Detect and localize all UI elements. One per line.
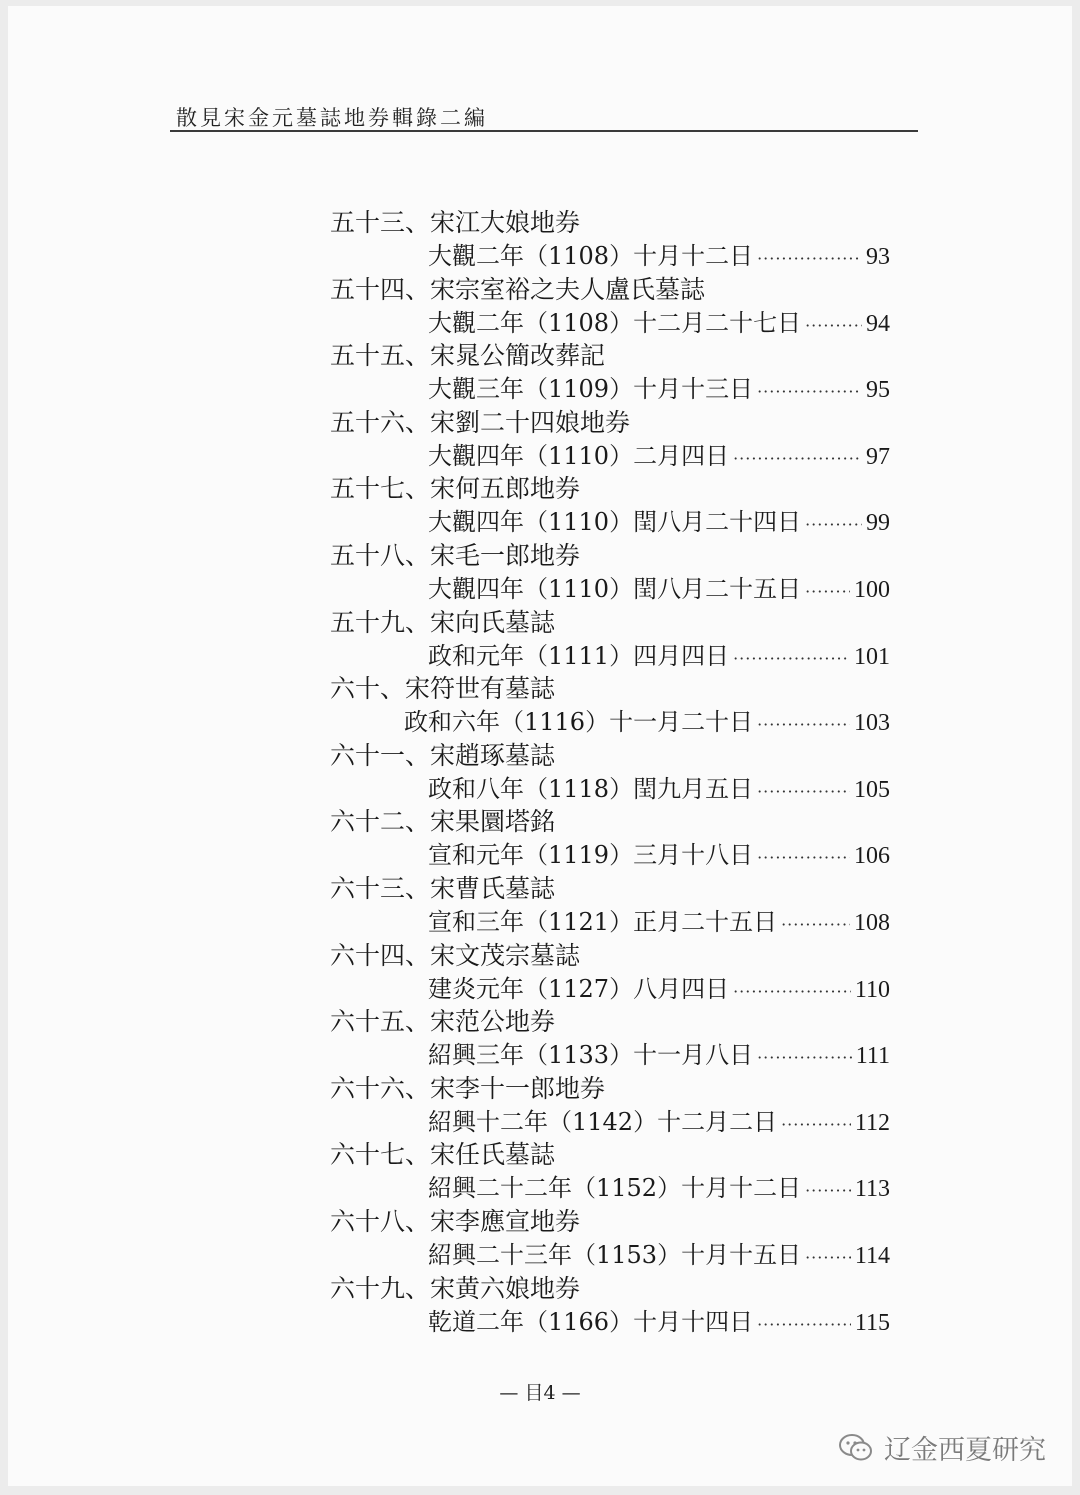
toc-entry-date-line [330,307,890,339]
toc-entry-page: 114 [854,1242,890,1269]
dot-leader [805,509,862,541]
toc-entry-date: 乾道二年（1166）十月十四日 [428,1307,754,1336]
dot-leader [757,1309,851,1341]
toc-entry-title: 六十、宋符世有墓誌 [330,674,556,704]
toc-entry-date-line [330,573,890,605]
dot-leader [733,976,851,1008]
toc-entry-date: 大觀四年（1110）閏八月二十四日 [428,508,802,537]
toc-entry-title: 六十五、宋范公地券 [330,1007,556,1037]
toc-entry-page: 112 [854,1109,890,1136]
toc-entry-page: 113 [854,1176,890,1203]
toc-entry-title: 六十三、宋曹氏墓誌 [330,873,556,903]
toc-entry [330,472,890,539]
toc-entry-page: 103 [854,710,890,737]
dot-leader [757,709,850,741]
wechat-icon [838,1432,874,1464]
toc-entry [330,805,890,872]
toc-entry [330,872,890,939]
toc-entry-date: 紹興二十二年（1152）十月十二日 [428,1174,802,1203]
dot-leader [805,576,850,608]
header-rule [170,130,918,132]
toc-entry-title: 六十四、宋文茂宗墓誌 [330,940,581,970]
book-page [8,6,1072,1486]
toc-entry-page: 94 [866,310,890,337]
dot-leader [757,376,862,408]
toc-entry-page: 111 [855,1043,890,1070]
page-folio: — 目4 — [499,1382,581,1404]
toc-entry-page: 106 [854,843,890,870]
toc-entry [330,939,890,1006]
toc-entry-date-line [330,906,890,938]
dot-leader [805,1242,851,1274]
toc-entry-date-line [330,1039,890,1071]
toc-entry-date: 政和六年（1116）十一月二十日 [404,708,754,737]
dot-leader [757,243,862,275]
dot-leader [781,909,850,941]
toc-entry-title: 六十二、宋果圜塔銘 [330,807,556,837]
toc-entry [330,406,890,473]
toc-entry-date-line [330,240,890,272]
toc-entry-title: 六十七、宋任氏墓誌 [330,1140,556,1170]
table-of-contents [330,206,890,1338]
toc-entry-date: 政和八年（1118）閏九月五日 [428,774,754,803]
dot-leader [781,1109,851,1141]
toc-entry-date-line [330,640,890,672]
toc-entry-date: 建炎元年（1127）八月四日 [428,974,730,1003]
toc-entry-date-line [330,440,890,472]
toc-entry [330,539,890,606]
dot-leader [733,443,862,475]
toc-entry [330,739,890,806]
toc-entry-date-line [330,1106,890,1138]
watermark [838,1428,1046,1467]
toc-entry-title: 五十四、宋宗室裕之夫人盧氏墓誌 [330,274,706,304]
dot-leader [733,643,850,675]
toc-entry-date: 大觀二年（1108）十二月二十七日 [428,308,802,337]
toc-entry-page: 100 [854,576,890,603]
toc-entry [330,339,890,406]
toc-entry-title: 五十八、宋毛一郎地券 [330,540,581,570]
toc-entry-date: 紹興二十三年（1153）十月十五日 [428,1240,802,1269]
dot-leader [805,310,862,342]
toc-entry-page: 101 [854,643,890,670]
toc-entry-date: 政和元年（1111）四月四日 [428,641,730,670]
toc-entry [330,273,890,340]
toc-entry-date: 大觀二年（1108）十月十二日 [428,242,754,270]
dot-leader [757,842,850,874]
toc-entry-title: 五十三、宋江大娘地券 [330,208,581,237]
toc-entry [330,1138,890,1205]
watermark-text: 辽金西夏研究 [884,1435,1046,1466]
toc-entry-title: 五十九、宋向氏墓誌 [330,607,556,637]
toc-entry-title: 五十五、宋晁公簡改葬記 [330,341,606,371]
toc-entry-date: 大觀三年（1109）十月十三日 [428,375,754,404]
toc-entry-page: 99 [866,510,890,537]
toc-entry-page: 97 [866,443,890,470]
toc-entry-date: 大觀四年（1110）閏八月二十五日 [428,574,802,603]
toc-entry-page: 93 [866,244,890,270]
toc-entry [330,672,890,739]
toc-entry-date: 紹興十二年（1142）十二月二日 [428,1107,778,1136]
toc-entry-page: 110 [854,976,890,1003]
toc-entry [330,1072,890,1139]
toc-entry [330,1005,890,1072]
toc-entry-date-line [330,1172,890,1204]
toc-entry [330,1272,890,1339]
toc-entry-date: 宣和元年（1119）三月十八日 [428,841,754,870]
toc-entry-date: 宣和三年（1121）正月二十五日 [428,907,778,936]
toc-entry-date-line [330,973,890,1005]
toc-entry-date-line [330,1306,890,1338]
toc-entry-title: 六十九、宋黄六娘地券 [330,1273,581,1303]
dot-leader [757,776,850,808]
toc-entry-title: 六十八、宋李應宣地券 [330,1206,581,1236]
toc-entry-date-line [330,706,890,738]
running-title: 散見宋金元墓誌地券輯錄二編 [176,106,488,130]
toc-entry-date: 紹興三年（1133）十一月八日 [428,1041,754,1070]
toc-entry [330,206,890,273]
toc-entry-page: 115 [854,1309,890,1336]
toc-entry-page: 95 [866,377,890,404]
toc-entry-page: 105 [854,776,890,803]
toc-entry-title: 六十一、宋趙琢墓誌 [330,740,556,770]
dot-leader [805,1175,851,1207]
toc-entry-date-line [330,506,890,538]
dot-leader [757,1042,852,1074]
toc-entry-title: 五十七、宋何五郎地券 [330,474,581,504]
toc-entry-title: 五十六、宋劉二十四娘地券 [330,407,631,437]
toc-entry-date-line [330,773,890,805]
toc-entry-page: 108 [854,909,890,936]
toc-entry [330,606,890,673]
toc-entry-title: 六十六、宋李十一郎地券 [330,1073,606,1103]
toc-entry-date-line [330,373,890,405]
toc-entry [330,1205,890,1272]
toc-entry-date-line [330,1239,890,1271]
toc-entry-date-line [330,839,890,871]
toc-entry-date: 大觀四年（1110）二月四日 [428,441,730,470]
